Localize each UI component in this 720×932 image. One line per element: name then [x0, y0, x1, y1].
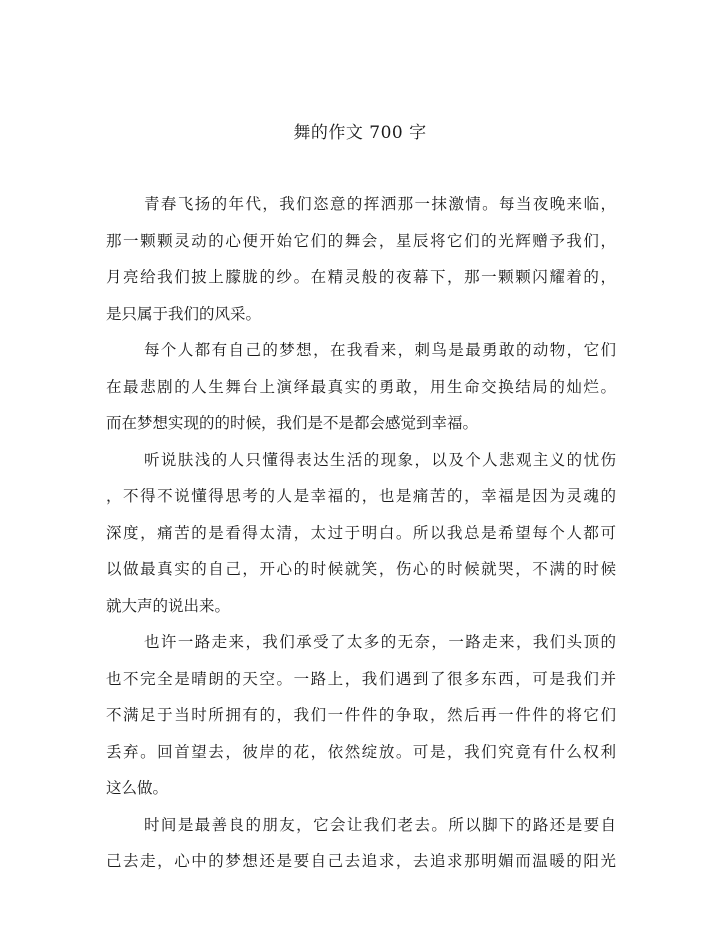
text-line: 这么做。 [106, 779, 169, 797]
text-line: 在最悲剧的人生舞台上演绎最真实的勇敢，用生命交换结局的灿烂。 [106, 377, 616, 396]
text-line: 深度，痛苦的是看得太清，太过于明白。所以我总是希望每个人都可 [106, 523, 616, 542]
paragraph-2 [106, 332, 616, 442]
text-line: 己去走，心中的梦想还是要自己去追求，去追求那明媚而温暖的阳光 [106, 852, 616, 870]
text-line: ，不得不说懂得思考的人是幸福的，也是痛苦的，幸福是因为灵魂的 [106, 487, 616, 505]
paragraph-5 [106, 807, 616, 880]
text-line: 也不完全是晴朗的天空。一路上，我们遇到了很多东西，可是我们并 [106, 669, 616, 688]
paragraph-1 [106, 186, 616, 332]
text-line: 就大声的说出来。 [106, 596, 231, 615]
text-line: 青春飞扬的年代，我们恣意的挥洒那一抹激情。每当夜晚来临， [144, 195, 616, 213]
document-body [106, 186, 616, 880]
text-line: 听说肤浅的人只懂得表达生活的现象，以及个人悲观主义的忧伤 [144, 450, 616, 469]
text-line: 丢弃。回首望去，彼岸的花，依然绽放。可是，我们究竟有什么权利 [106, 742, 616, 761]
text-line: 每个人都有自己的梦想，在我看来，刺鸟是最勇敢的动物，它们 [144, 341, 616, 359]
text-line: 而在梦想实现的的时候，我们是不是都会感觉到幸福。 [106, 414, 479, 432]
paragraph-3 [106, 442, 616, 625]
text-line: 时间是最善良的朋友，它会让我们老去。所以脚下的路还是要自 [144, 815, 616, 834]
text-line: 以做最真实的自己，开心的时候就笑，伤心的时候就哭，不满的时候 [106, 560, 616, 578]
paragraph-4 [106, 624, 616, 807]
text-line: 是只属于我们的风采。 [106, 304, 262, 323]
text-line: 月亮给我们披上朦胧的纱。在精灵般的夜幕下，那一颗颗闪耀着的， [106, 268, 616, 286]
text-line: 那一颗颗灵动的心便开始它们的舞会，星辰将它们的光辉赠予我们， [106, 231, 616, 250]
text-line: 也许一路走来，我们承受了太多的无奈，一路走来，我们头顶的 [144, 633, 616, 651]
document-title: 舞的作文 700 字 [293, 123, 427, 143]
text-line: 不满足于当时所拥有的，我们一件件的争取，然后再一件件的将它们 [106, 706, 616, 724]
